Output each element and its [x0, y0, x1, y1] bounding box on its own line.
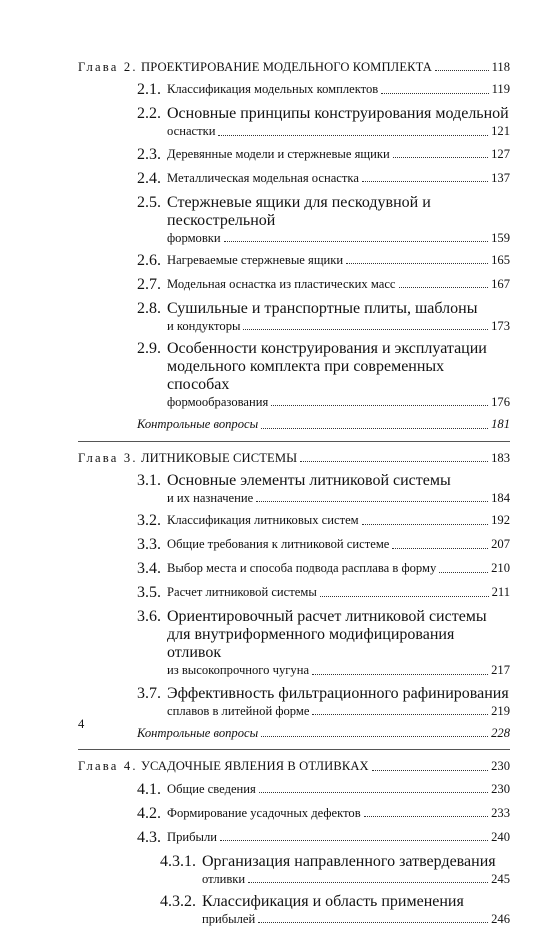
entry-page: 192 [491, 513, 510, 528]
page-number: 4 [78, 717, 85, 731]
entry-number: 4.3.2. [160, 892, 196, 910]
entry-body [167, 300, 510, 334]
entry-last-line [167, 560, 510, 576]
entry-page: 211 [491, 585, 510, 600]
dot-leader [259, 792, 488, 793]
entry-last-line [167, 829, 510, 845]
dot-leader [224, 241, 488, 242]
dot-leader [362, 181, 488, 182]
review-questions [78, 725, 510, 741]
entry-title: Общие сведения [167, 781, 256, 796]
entry-number: 2.9. [137, 340, 161, 358]
entry-body [167, 340, 510, 410]
entry-last-line [167, 490, 510, 506]
entry-page: 245 [491, 871, 510, 886]
entry-body [167, 81, 510, 99]
dot-leader [271, 405, 488, 406]
entry-title: и их назначение [167, 491, 254, 506]
entry-body [167, 584, 510, 602]
entry-last-line [167, 781, 510, 797]
dot-leader [393, 157, 488, 158]
dot-leader [435, 70, 489, 71]
chapter-divider [78, 441, 510, 442]
dot-leader [362, 524, 488, 525]
entry-body [167, 829, 510, 847]
entry-number: 3.1. [137, 472, 161, 490]
entry-title: Нагреваемые стержневые ящики [167, 252, 344, 267]
entry-body [167, 472, 510, 506]
entry-number: 4.2. [137, 804, 161, 822]
entry-body [167, 560, 510, 578]
entry-page: 233 [491, 805, 510, 820]
entry-last-line [167, 123, 510, 139]
entry-title: из высокопрочного чугуна [167, 663, 310, 678]
toc-section [78, 584, 510, 602]
entry-number: 3.7. [137, 684, 161, 702]
entry-title: оснастки [167, 124, 216, 139]
entry-page: 127 [491, 146, 510, 161]
toc-section [78, 685, 510, 719]
entry-last-line [202, 911, 510, 927]
entry-last-line [167, 146, 510, 162]
entry-page: 167 [491, 276, 510, 291]
entry-title: Выбор места и способа подвода расплава в форму [167, 561, 437, 576]
chapter-title-wrap [78, 758, 369, 774]
entry-page: 246 [491, 911, 510, 926]
chapter-page: 230 [491, 759, 510, 774]
entry-title: сплавов в литейной форме [167, 703, 310, 718]
entry-number: 2.3. [137, 145, 161, 163]
entry-body [167, 252, 510, 270]
entry-page: 230 [491, 781, 510, 796]
entry-number: 4.1. [137, 780, 161, 798]
toc-section [78, 560, 510, 578]
review-questions [78, 416, 510, 432]
entry-last-line [167, 170, 510, 186]
entry-number: 4.3.1. [160, 852, 196, 870]
dot-leader [312, 674, 488, 675]
entry-title: прибылей [202, 911, 256, 926]
entry-body [202, 893, 510, 927]
entry-page: 184 [491, 491, 510, 506]
entry-last-line [167, 584, 510, 600]
entry-number: 3.3. [137, 536, 161, 554]
chapter-heading [78, 59, 510, 75]
entry-number: 2.8. [137, 299, 161, 317]
chapter-title: ЛИТНИКОВЫЕ СИСТЕМЫ [141, 450, 298, 465]
toc-section [78, 300, 510, 334]
chapter-divider [78, 749, 510, 750]
entry-last-line [167, 536, 510, 552]
entry-page: 217 [491, 663, 510, 678]
entry-title: Классификация литниковых систем [167, 513, 359, 528]
dot-leader [439, 572, 488, 573]
toc-section [78, 829, 510, 847]
entry-page: 165 [491, 252, 510, 267]
entry-title: Деревянные модели и стержневые ящики [167, 146, 390, 161]
toc-section [78, 781, 510, 799]
entry-number: 2.6. [137, 251, 161, 269]
review-questions-label: Контрольные вопросы [137, 725, 259, 740]
entry-title: Формирование усадочных дефектов [167, 805, 361, 820]
entry-body [167, 170, 510, 188]
dot-leader [392, 548, 488, 549]
entry-line: Стержневые ящики для пескодувной и пескострельной [167, 193, 431, 229]
entry-number: 2.1. [137, 81, 161, 99]
dot-leader [312, 714, 488, 715]
entry-line: модельного комплекта при современных способах [167, 358, 445, 394]
entry-number: 2.4. [137, 169, 161, 187]
entry-body [167, 512, 510, 530]
entry-page: 137 [491, 170, 510, 185]
entry-number: 3.6. [137, 608, 161, 626]
chapter-title: УСАДОЧНЫЕ ЯВЛЕНИЯ В ОТЛИВКАХ [141, 759, 369, 774]
review-questions-page: 181 [491, 417, 510, 432]
entry-body [167, 105, 510, 139]
entry-title: Прибыли [167, 829, 218, 844]
chapter-title: ПРОЕКТИРОВАНИЕ МОДЕЛЬНОГО КОМПЛЕКТА [141, 60, 432, 74]
entry-body [167, 608, 510, 678]
entry-line: Организация направленного затвердевания [202, 852, 496, 870]
toc-subsection [78, 893, 510, 927]
entry-number: 3.4. [137, 560, 161, 578]
entry-last-line [167, 252, 510, 268]
entry-body [167, 805, 510, 823]
dot-leader [346, 263, 488, 264]
entry-body [167, 781, 510, 799]
entry-last-line [167, 81, 510, 97]
entry-title: Классификация модельных комплектов [167, 82, 379, 97]
entry-title: формообразования [167, 395, 269, 410]
entry-number: 2.7. [137, 275, 161, 293]
chapter-title-wrap [78, 59, 432, 75]
entry-title: отливки [202, 871, 246, 886]
entry-line: Основные элементы литниковой системы [167, 472, 451, 490]
entry-last-line [167, 662, 510, 678]
entry-number: 3.5. [137, 584, 161, 602]
entry-last-line [167, 230, 510, 246]
entry-line: Классификация и область применения [202, 892, 464, 910]
entry-body [202, 853, 510, 887]
entry-last-line [167, 394, 510, 410]
entry-line: Эффективность фильтрационного рафинирования [167, 684, 509, 702]
entry-page: 159 [491, 230, 510, 245]
toc-section [78, 252, 510, 270]
toc-section [78, 170, 510, 188]
entry-page: 176 [491, 395, 510, 410]
toc-section [78, 608, 510, 678]
entry-line: Основные принципы конструирования модельной [167, 105, 509, 123]
table-of-contents [78, 59, 510, 927]
dot-leader [256, 501, 488, 502]
chapter-title-wrap [78, 450, 297, 466]
entry-body [167, 146, 510, 164]
dot-leader [220, 840, 488, 841]
chapter-prefix: Глава 2. [78, 60, 138, 74]
entry-line: Сушильные и транспортные плиты, шаблоны [167, 299, 478, 317]
entry-body [167, 194, 510, 246]
chapter-page: 183 [491, 450, 510, 465]
entry-title: и кондукторы [167, 318, 241, 333]
entry-page: 119 [491, 82, 510, 97]
entry-line: Ориентировочный расчет литниковой системы [167, 608, 487, 626]
dot-leader [258, 922, 488, 923]
entry-line: Особенности конструирования и эксплуатации [167, 340, 487, 358]
chapter-heading [78, 758, 510, 774]
entry-page: 207 [491, 537, 510, 552]
toc-section [78, 536, 510, 554]
entry-page: 173 [491, 318, 510, 333]
dot-leader [261, 428, 488, 429]
review-questions-page: 228 [491, 725, 510, 740]
chapter-heading [78, 450, 510, 466]
entry-title: Расчет литниковой системы [167, 585, 317, 600]
entry-last-line [167, 512, 510, 528]
toc-section [78, 276, 510, 294]
entry-page: 240 [491, 829, 510, 844]
toc-section [78, 472, 510, 506]
dot-leader [248, 882, 488, 883]
chapter-page: 118 [491, 60, 510, 74]
entry-number: 2.5. [137, 193, 161, 211]
entry-title: Общие требования к литниковой системе [167, 537, 390, 552]
toc-section [78, 105, 510, 139]
chapter-prefix: Глава 3. [78, 450, 138, 465]
entry-body [167, 536, 510, 554]
entry-title: формовки [167, 230, 221, 245]
dot-leader [243, 329, 488, 330]
entry-number: 3.2. [137, 512, 161, 530]
entry-last-line [167, 703, 510, 719]
review-questions-label: Контрольные вопросы [137, 417, 259, 432]
toc-section [78, 146, 510, 164]
toc-subsection [78, 853, 510, 887]
dot-leader [399, 287, 489, 288]
entry-page: 210 [491, 561, 510, 576]
entry-page: 219 [491, 703, 510, 718]
dot-leader [320, 596, 489, 597]
entry-body [167, 685, 510, 719]
dot-leader [300, 461, 488, 462]
entry-last-line [167, 318, 510, 334]
dot-leader [364, 816, 488, 817]
entry-body [167, 276, 510, 294]
entry-page: 121 [491, 124, 510, 139]
dot-leader [218, 135, 488, 136]
entry-last-line [202, 871, 510, 887]
entry-number: 4.3. [137, 828, 161, 846]
dot-leader [381, 93, 488, 94]
entry-last-line [167, 276, 510, 292]
entry-title: Модельная оснастка из пластических масс [167, 276, 396, 291]
dot-leader [261, 736, 488, 737]
entry-title: Металлическая модельная оснастка [167, 170, 359, 185]
toc-section [78, 512, 510, 530]
toc-section [78, 340, 510, 410]
entry-number: 2.2. [137, 105, 161, 123]
toc-section [78, 81, 510, 99]
chapter-prefix: Глава 4. [78, 759, 138, 774]
toc-section [78, 194, 510, 246]
entry-line: для внутриформенного модифицирования отливок [167, 626, 455, 662]
toc-section [78, 805, 510, 823]
entry-last-line [167, 805, 510, 821]
dot-leader [372, 770, 488, 771]
